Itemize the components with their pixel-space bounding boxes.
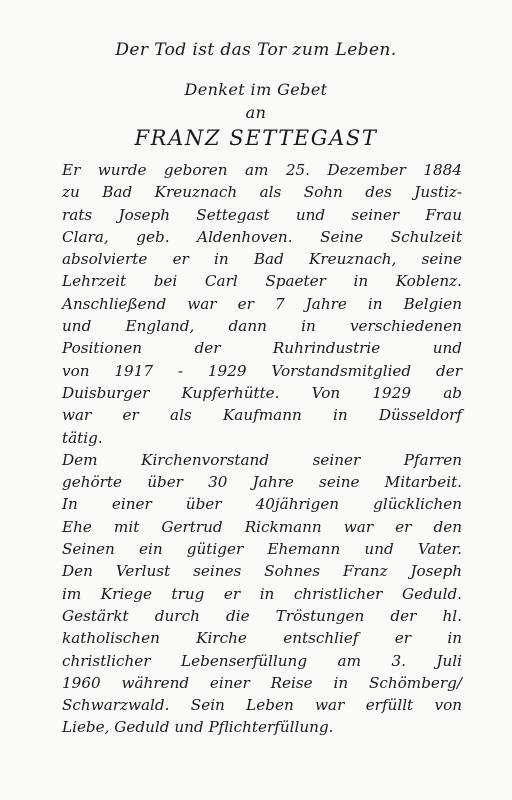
text-line: Duisburger Kupferhütte. Von 1929 ab (62, 383, 462, 402)
text-line: war er als Kaufmann in Düsseldorf (62, 406, 462, 425)
text-line: Clara, geb. Aldenhoven. Seine Schulzeit (62, 227, 462, 246)
text-line: im Kriege trug er in christlicher Geduld. (62, 584, 462, 603)
motto: Der Tod ist das Tor zum Leben. (115, 40, 397, 60)
text-line: 1960 während einer Reise in Schömberg/ (62, 673, 462, 692)
text-line: Gestärkt durch die Tröstungen der hl. (62, 606, 462, 625)
prayer-heading (0, 78, 512, 124)
text-line: Dem Kirchenvorstand seiner Pfarren (62, 450, 462, 469)
biography (62, 159, 462, 739)
text-line: christlicher Lebenserfüllung am 3. Juli (62, 651, 462, 670)
text-line: Den Verlust seines Sohnes Franz Joseph (62, 562, 462, 581)
prayer-line-1: Denket im Gebet (184, 80, 328, 99)
text-line: Seinen ein gütiger Ehemann und Vater. (62, 540, 462, 559)
text-line: gehörte über 30 Jahre seine Mitarbeit. (62, 473, 462, 492)
text-line: Anschließend war er 7 Jahre in Belgien (62, 294, 462, 313)
text-line: rats Joseph Settegast und seiner Frau (62, 205, 462, 224)
text-line: katholischen Kirche entschlief er in (62, 629, 462, 648)
text-line: Liebe, Geduld und Pflichterfüllung. (62, 718, 334, 737)
text-line: von 1917 - 1929 Vorstandsmitglied der (62, 361, 462, 380)
text-line: In einer über 40jährigen glücklichen (62, 495, 462, 514)
prayer-line-2: an (245, 103, 267, 122)
text-line: Lehrzeit bei Carl Spaeter in Koblenz. (62, 272, 462, 291)
text-line: und England, dann in verschiedenen (62, 317, 462, 336)
text-line: Schwarzwald. Sein Leben war erfüllt von (62, 696, 462, 715)
text-line: Positionen der Ruhrindustrie und (62, 339, 462, 358)
text-line: Er wurde geboren am 25. Dezember 1884 (62, 161, 462, 179)
text-line: tätig. (62, 428, 103, 447)
text-line: absolvierte er in Bad Kreuznach, seine (62, 250, 462, 269)
text-line: zu Bad Kreuznach als Sohn des Justiz- (62, 183, 462, 202)
text-line: Ehe mit Gertrud Rickmann war er den (62, 517, 462, 536)
deceased-name: FRANZ SETTEGAST (134, 126, 378, 150)
